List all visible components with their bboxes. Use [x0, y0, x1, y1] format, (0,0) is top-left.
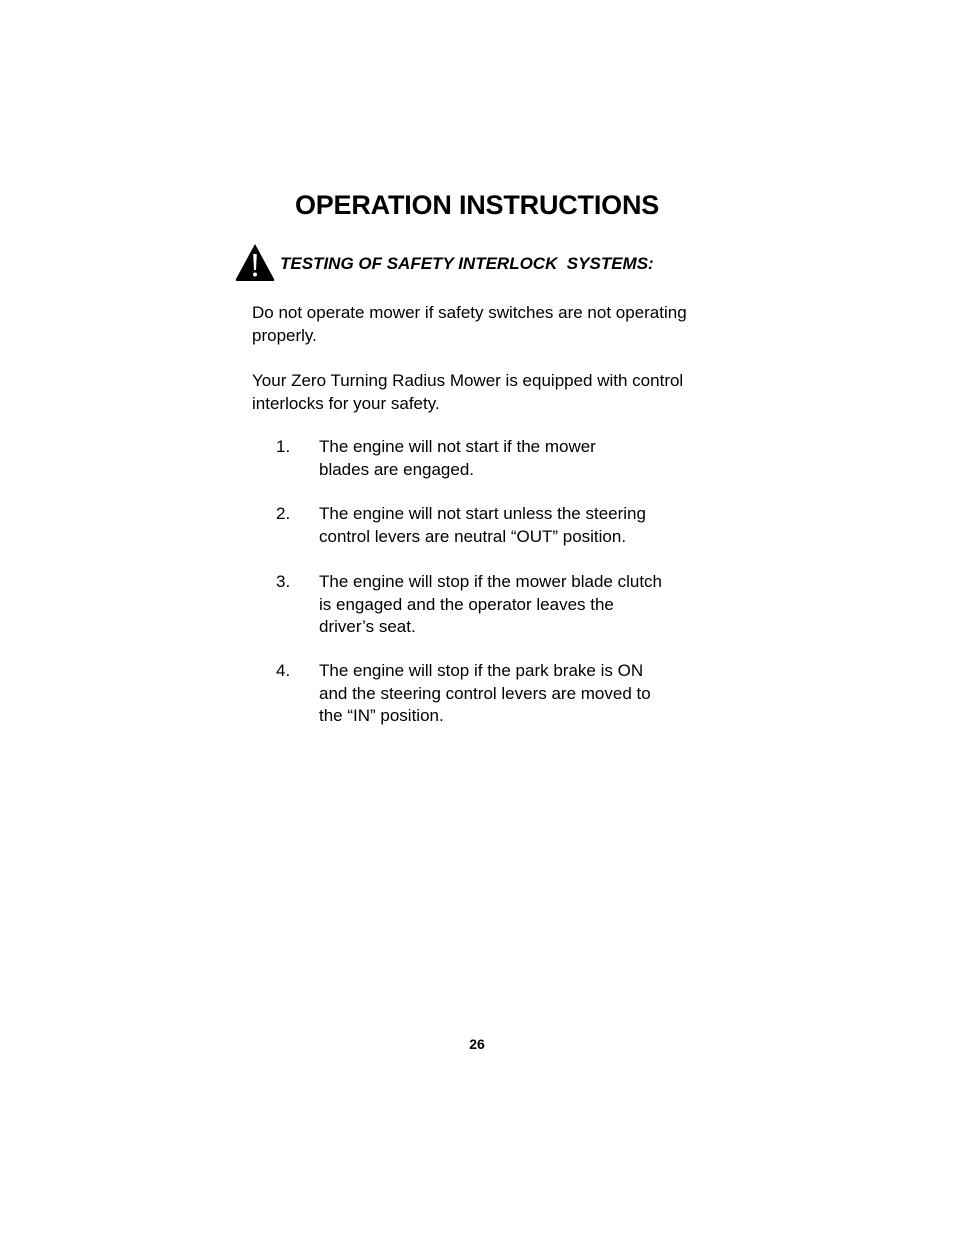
list-text: The engine will not start if the mower blades are engaged.: [319, 437, 596, 479]
interlock-paragraph: Your Zero Turning Radius Mower is equipped with control interlocks for your safety.: [252, 371, 684, 413]
list-text: The engine will not start unless the steering control levers are neutral “OUT” position.: [319, 504, 646, 546]
page-number: 26: [469, 1036, 485, 1052]
list-item: [276, 503, 696, 548]
list-item: [276, 571, 696, 639]
list-item: [276, 660, 696, 728]
list-number: 1.: [276, 437, 291, 456]
list-text: The engine will stop if the mower blade clutch is engaged and the operator leaves the driver’s seat.: [319, 572, 663, 636]
list-number: 4.: [276, 661, 291, 680]
list-text: The engine will stop if the park brake is ON and the steering control levers are moved to the “IN” position.: [319, 661, 651, 725]
intro-paragraph: Do not operate mower if safety switches are not operating properly.: [252, 303, 687, 345]
list-number: 2.: [276, 504, 291, 523]
section-heading: [234, 242, 654, 282]
page-title: OPERATION INSTRUCTIONS: [294, 190, 660, 220]
warning-triangle-icon: [234, 242, 276, 282]
section-heading-text: TESTING OF SAFETY INTERLOCK SYSTEMS:: [280, 254, 654, 273]
list-number: 3.: [276, 572, 291, 591]
list-item: [276, 436, 696, 481]
